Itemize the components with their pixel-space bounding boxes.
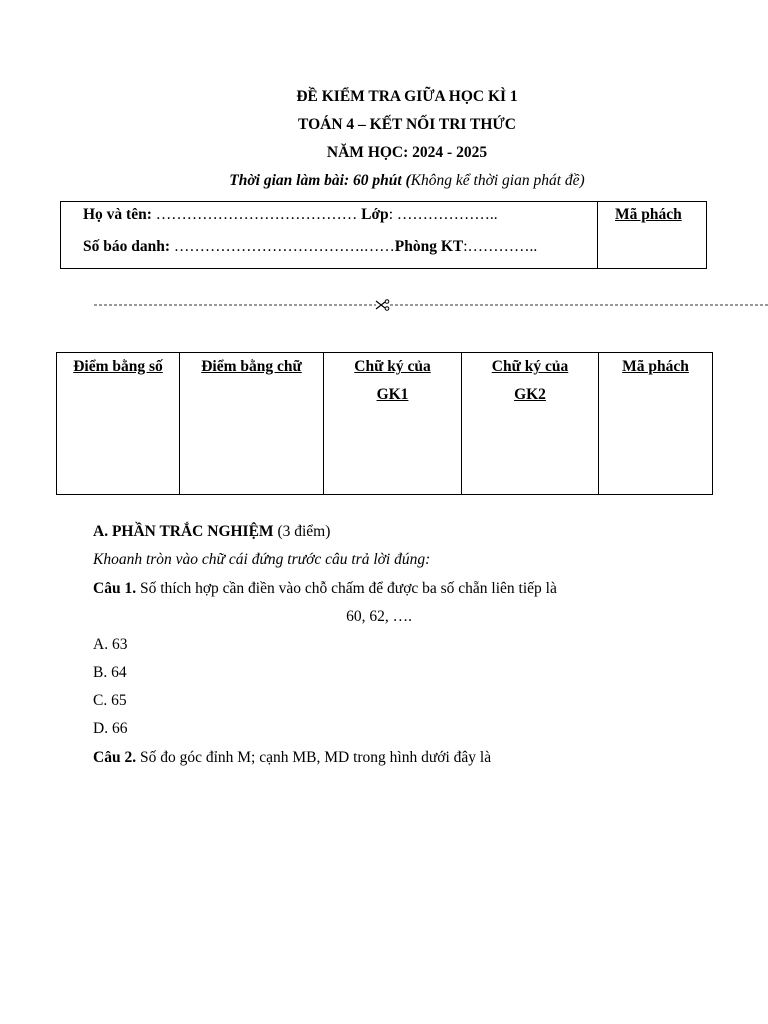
sbd-field[interactable]: ……………………………….…… [170,238,395,255]
class-label: Lớp [361,206,389,223]
name-field[interactable]: ………………………………… [151,206,362,223]
student-info-box [60,201,707,269]
question-1-label: Câu 1. [93,580,137,597]
room-label: Phòng KT [394,238,464,255]
name-label: Họ và tên: [83,206,152,223]
section-a-instruction: Khoanh tròn vào chữ cái đứng trước câu trả lời đúng: [93,551,431,568]
ma-phach-cell[interactable]: Mã phách [599,353,713,495]
grader2-signature-cell[interactable]: Chữ ký của GK2 [462,353,599,495]
score-number-cell[interactable]: Điểm bằng số [57,353,180,495]
name-class-row [83,206,498,224]
school-year: NĂM HỌC: 2024 - 2025 [326,144,488,161]
question-1-text: Số thích hợp cần điền vào chỗ chấm để được ba số chẵn liên tiếp là [136,580,557,597]
exam-time-note: Không kể thời gian phát đề) [410,172,585,189]
score-table [56,352,713,495]
sbd-label: Số báo danh: [83,238,171,255]
sbd-room-row [83,238,537,256]
q1-option-a[interactable]: A. 63 [93,636,128,653]
cut-line [94,298,768,312]
exam-subject: TOÁN 4 – KẾT NỐI TRI THỨC [298,116,516,133]
question-1 [93,580,557,598]
q1-option-d[interactable]: D. 66 [93,720,128,737]
question-2-text: Số đo góc đỉnh M; cạnh MB, MD trong hình dưới đây là [136,749,492,766]
exam-title: ĐỀ KIỂM TRA GIỮA HỌC KÌ 1 [296,88,518,105]
q1-option-b[interactable]: B. 64 [93,664,127,681]
grader1-signature-cell[interactable]: Chữ ký của GK1 [324,353,462,495]
exam-time [0,172,768,190]
room-field[interactable]: :………….. [463,238,538,255]
question-2-label: Câu 2. [93,749,137,766]
score-words-cell[interactable]: Điểm bằng chữ [180,353,324,495]
ma-phach-label: Mã phách [615,206,682,223]
exam-time-bold: Thời gian làm bài: 60 phút ( [229,172,411,189]
info-divider [597,202,598,268]
question-2 [93,749,491,767]
question-1-sequence: 60, 62, …. [346,608,412,625]
q1-option-c[interactable]: C. 65 [93,692,127,709]
scissors-icon [376,300,389,311]
section-a-title: A. PHẦN TRẮC NGHIỆM (3 điểm) [93,523,331,540]
class-field[interactable]: : ……………….. [388,206,498,223]
